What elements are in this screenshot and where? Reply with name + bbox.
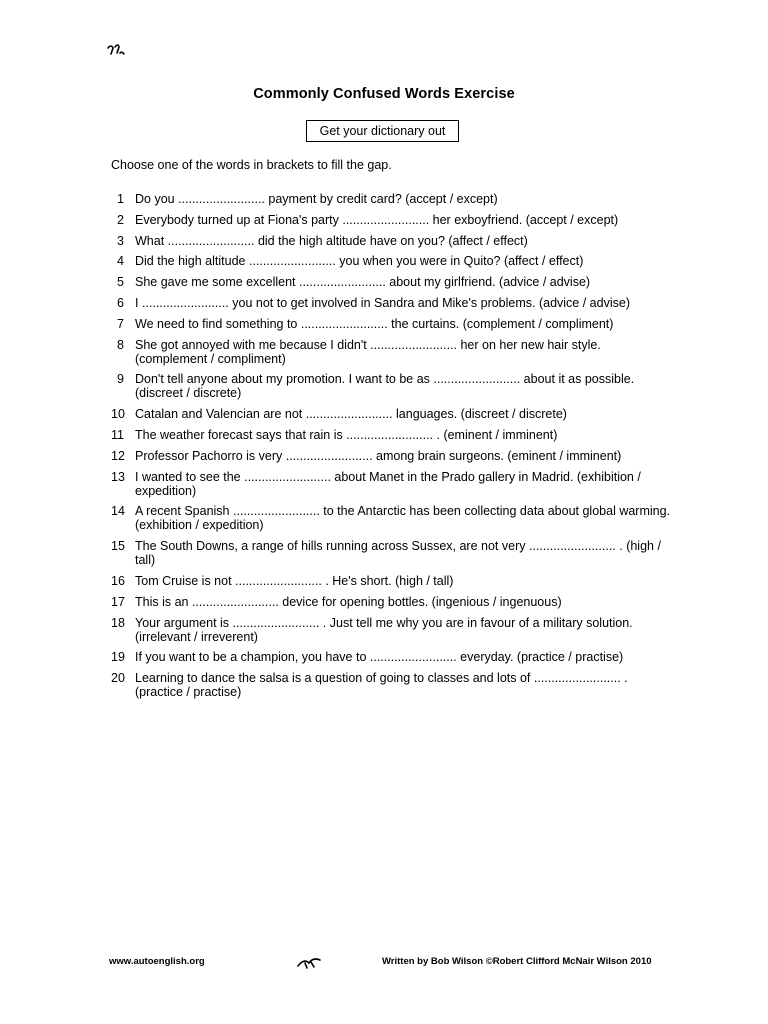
list-item [111,428,671,442]
item-text: A recent Spanish ......................... to the Antarctic has been collecting data about global warming. (exhibition / expedition) [135,504,671,533]
item-number: 11 [111,427,124,442]
item-text: Do you ......................... payment by credit card? (accept / except) [135,192,498,206]
item-text: She got annoyed with me because I didn't ......................... her on her new hair style. (complement / compliment) [135,337,601,366]
item-number: 10 [111,407,125,422]
list-item [111,192,671,206]
item-text: We need to find something to ......................... the curtains. (complement / compliment) [135,316,614,331]
list-item [111,574,671,588]
list-item [111,296,671,310]
item-number: 1 [117,192,124,206]
exercise-list [111,192,671,706]
list-item [111,650,671,664]
item-number: 4 [117,254,124,269]
item-number: 20 [111,671,125,686]
list-item [111,317,671,331]
list-item [111,595,671,609]
item-text: Learning to dance the salsa is a question of going to classes and lots of ......................... . (practice / practise) [135,671,628,700]
item-number: 18 [111,615,125,630]
list-item [111,449,671,463]
item-text: I ......................... you not to get involved in Sandra and Mike's problems. (advice / advise) [135,295,630,310]
instruction-text: Choose one of the words in brackets to fill the gap. [111,158,392,172]
item-number: 6 [117,295,124,310]
item-number: 2 [117,212,124,227]
item-text: What ......................... did the high altitude have on you? (affect / effect) [135,233,528,248]
item-text: Don't tell anyone about my promotion. I want to be as ......................... about it as possible. (discreet / discrete) [135,372,635,401]
item-number: 8 [117,337,124,352]
page-title: Commonly Confused Words Exercise [253,86,515,102]
list-item [111,213,671,227]
bird-scribble-icon [296,954,322,970]
item-text: The South Downs, a range of hills running across Sussex, are not very ......................... . (high / tall) [135,539,661,568]
item-text: This is an ......................... device for opening bottles. (ingenious / ingenuous) [135,594,562,609]
item-number: 15 [111,539,125,554]
list-item [111,407,671,421]
item-text: If you want to be a champion, you have to ......................... everyday. (practice / practise) [135,650,624,665]
dictionary-note: Get your dictionary out [306,120,459,142]
list-item [111,470,671,498]
item-text: Catalan and Valencian are not ......................... languages. (discreet / discrete) [135,407,567,422]
item-number: 3 [117,233,124,248]
list-item [111,671,671,699]
item-text: I wanted to see the ......................... about Manet in the Prado gallery in Madrid. (exhibition / expedition) [135,469,641,498]
item-text: Did the high altitude ......................... you when you were in Quito? (affect / effect) [135,254,584,269]
item-number: 14 [111,504,125,519]
item-text: She gave me some excellent ......................... about my girlfriend. (advice / advise) [135,275,591,290]
item-number: 19 [111,650,125,665]
item-text: Everybody turned up at Fiona's party ......................... her exboyfriend. (accept / except) [135,212,619,227]
item-text: The weather forecast says that rain is ......................... . (eminent / imminent) [135,427,558,442]
item-number: 7 [117,316,124,331]
item-number: 5 [117,275,124,290]
list-item [111,338,671,366]
item-number: 17 [111,594,125,609]
bird-scribble-icon [106,42,128,58]
item-text: Your argument is ......................... . Just tell me why you are in favour of a military solution. (irrelevant / irreverent) [135,615,633,644]
footer-website: www.autoenglish.org [109,956,205,967]
item-text: Tom Cruise is not ......................... . He's short. (high / tall) [135,573,454,588]
list-item [111,539,671,567]
item-number: 13 [111,469,125,484]
list-item [111,254,671,268]
item-number: 12 [111,448,125,463]
list-item [111,234,671,248]
footer-credit: Written by Bob Wilson ©Robert Clifford McNair Wilson 2010 [382,956,652,967]
list-item [111,616,671,644]
list-item [111,372,671,400]
item-number: 16 [111,573,125,588]
list-item [111,504,671,532]
item-text: Professor Pachorro is very ......................... among brain surgeons. (eminent / imminent) [135,448,622,463]
item-number: 9 [117,372,124,387]
list-item [111,275,671,289]
